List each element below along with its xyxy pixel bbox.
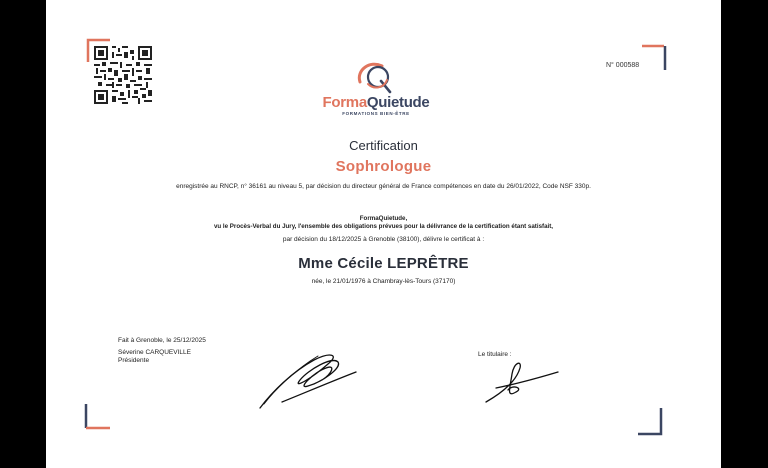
rncp-registration-line: enregistrée au RNCP, n° 36161 au niveau 5, par décision du directeur général de France compétences en date du 26/01/2022, Code NSF 330p. [176, 183, 591, 190]
place-date: Fait à Grenoble, le 25/12/2025 [118, 337, 206, 344]
corner-bracket-bottom-right-icon [636, 406, 664, 436]
logo-wordmark-forma: Forma [322, 94, 367, 111]
jury-line-3: par décision du 18/12/2025 à Grenoble (38100), délivre le certificat à : [282, 236, 485, 243]
formaquietude-logo [316, 60, 436, 122]
signatory-name: Séverine CARQUEVILLE [118, 349, 191, 356]
jury-line-2: vu le Procès-Verbal du Jury, l'ensemble des obligations prévues pour la délivrance de la certification étant satisfait, [213, 223, 554, 230]
holder-signature-icon [482, 358, 562, 406]
jury-line-1: FormaQuietude, [359, 215, 408, 222]
certificate-heading: Certification [349, 138, 418, 153]
certificate-page [46, 0, 721, 468]
logo-wordmark [316, 94, 436, 111]
certificate-number: N° 000588 [606, 62, 640, 69]
birth-line: née, le 21/01/1976 à Chambray-lès-Tours (37170) [311, 278, 456, 285]
corner-bracket-top-right-icon [640, 44, 668, 72]
certificate-subject: Sophrologue [335, 158, 432, 175]
logo-tagline: FORMATIONS BIEN-ÊTRE [342, 111, 410, 116]
holder-label: Le titulaire : [478, 351, 512, 358]
logo-q-icon [354, 60, 398, 94]
holder-name: Mme Cécile LEPRÊTRE [298, 255, 469, 272]
signatory-role: Présidente [118, 357, 150, 364]
qr-code-icon [94, 46, 152, 104]
president-signature-icon [252, 342, 362, 412]
logo-wordmark-quietude: Quietude [366, 94, 430, 111]
corner-bracket-bottom-left-icon [84, 402, 112, 430]
